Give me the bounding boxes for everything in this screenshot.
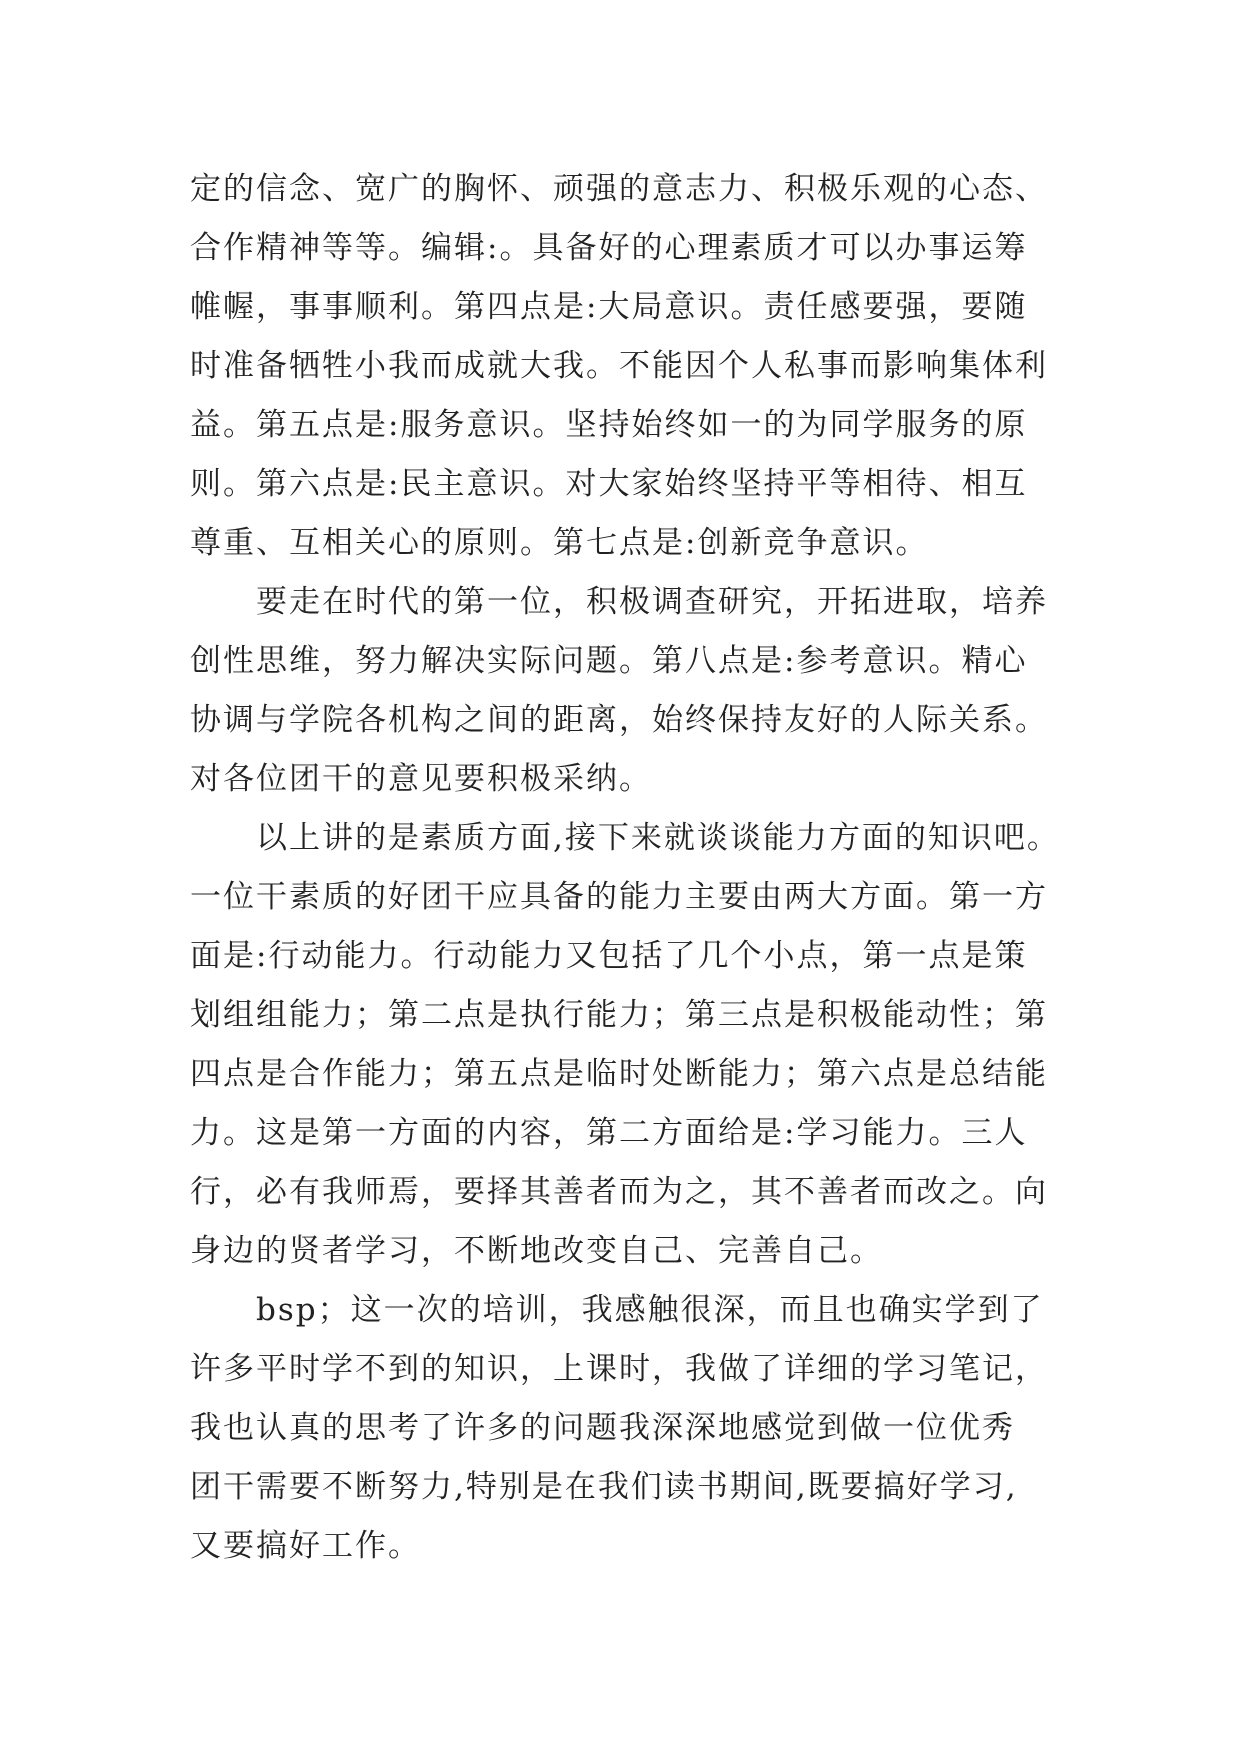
- text-line: 定的信念、宽广的胸怀、顽强的意志力、积极乐观的心态、: [190, 171, 1048, 207]
- text-line: 力。这是第一方面的内容，第二方面给是:学习能力。三人: [190, 1115, 1028, 1151]
- text-line: 益。第五点是:服务意识。坚持始终如一的为同学服务的原: [190, 407, 1028, 443]
- text-line: 许多平时学不到的知识，上课时，我做了详细的学习笔记，: [190, 1351, 1048, 1387]
- text-line: 团干需要不断努力,特别是在我们读书期间,既要搞好学习,: [190, 1469, 1018, 1505]
- text-line: 一位干素质的好团干应具备的能力主要由两大方面。第一方: [190, 879, 1048, 915]
- text-line: 行，必有我师焉，要择其善者而为之，其不善者而改之。向: [190, 1174, 1048, 1210]
- text-line: 又要搞好工作。: [190, 1528, 421, 1564]
- text-line: 我也认真的思考了许多的问题我深深地感觉到做一位优秀: [190, 1410, 1015, 1446]
- paragraph-4: [190, 1281, 1080, 1576]
- text-line: 对各位团干的意见要积极采纳。: [190, 761, 652, 797]
- paragraph-3: [190, 809, 1080, 1281]
- text-line: 以上讲的是素质方面,接下来就谈谈能力方面的知识吧。: [256, 820, 1060, 856]
- text-line: 要走在时代的第一位，积极调查研究，开拓进取，培养: [256, 584, 1048, 620]
- text-line: 面是:行动能力。行动能力又包括了几个小点，第一点是策: [190, 938, 1028, 974]
- text-line: 身边的贤者学习，不断地改变自己、完善自己。: [190, 1233, 883, 1269]
- text-line: 尊重、互相关心的原则。第七点是:创新竞争意识。: [190, 525, 929, 561]
- body-text: [190, 160, 1080, 1576]
- paragraph-1: [190, 160, 1080, 573]
- text-line: 合作精神等等。编辑:。具备好的心理素质才可以办事运筹: [190, 230, 1028, 266]
- text-line: 创性思维，努力解决实际问题。第八点是:参考意识。精心: [190, 643, 1028, 679]
- text-line: 划组组能力；第二点是执行能力；第三点是积极能动性；第: [190, 997, 1048, 1033]
- paragraph-2: [190, 573, 1080, 809]
- text-line: 协调与学院各机构之间的距离，始终保持友好的人际关系。: [190, 702, 1048, 738]
- text-line: 则。第六点是:民主意识。对大家始终坚持平等相待、相互: [190, 466, 1028, 502]
- text-line: 帷幄，事事顺利。第四点是:大局意识。责任感要强，要随: [190, 289, 1028, 325]
- text-line: 四点是合作能力；第五点是临时处断能力；第六点是总结能: [190, 1056, 1048, 1092]
- text-line: bsp；这一次的培训，我感触很深，而且也确实学到了: [256, 1292, 1044, 1328]
- text-line: 时准备牺牲小我而成就大我。不能因个人私事而影响集体利: [190, 348, 1048, 384]
